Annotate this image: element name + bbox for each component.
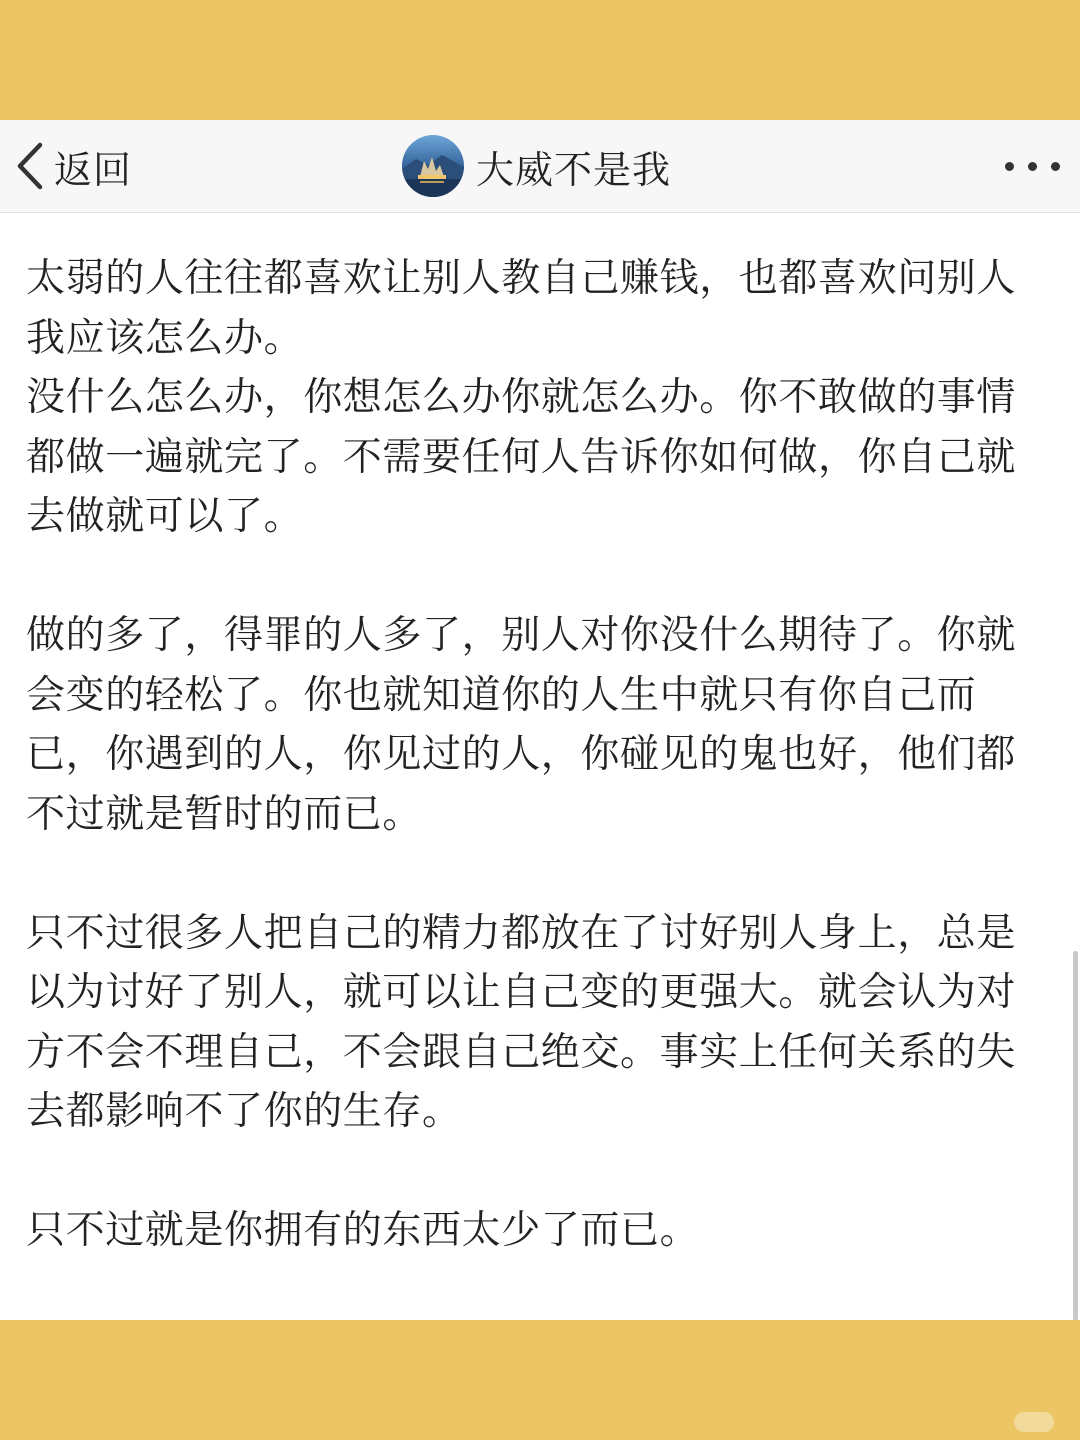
more-horizontal-icon	[1051, 162, 1060, 171]
chevron-left-icon	[14, 141, 46, 191]
post-paragraph: 做的多了，得罪的人多了，别人对你没什么期待了。你就会变的轻松了。你也就知道你的人生中就只有你自己而已，你遇到的人，你见过的人，你碰见的鬼也好，他们都不过就是暂时的而已。	[26, 613, 1017, 837]
more-horizontal-icon	[1028, 162, 1037, 171]
profile-header[interactable]	[402, 120, 671, 212]
navigation-bar	[0, 120, 1080, 213]
top-color-band	[0, 0, 1080, 120]
scrollbar[interactable]	[1073, 951, 1078, 1321]
more-horizontal-icon	[1005, 162, 1014, 171]
avatar[interactable]	[402, 135, 464, 197]
more-options-button[interactable]	[1005, 120, 1060, 212]
post-paragraph: 只不过很多人把自己的精力都放在了讨好别人身上，总是以为讨好了别人，就可以让自己变的更强大。就会认为对方不会不理自己，不会跟自己绝交。事实上任何关系的失去都影响不了你的生存。	[26, 910, 1017, 1134]
back-button[interactable]	[14, 120, 132, 212]
watermark	[1014, 1412, 1054, 1432]
post-content-area	[0, 213, 1080, 1320]
bottom-color-band	[0, 1320, 1080, 1440]
back-label: 返回	[54, 147, 133, 192]
post-paragraph: 只不过就是你拥有的东西太少了而已。	[26, 1208, 700, 1253]
username[interactable]: 大威不是我	[476, 147, 672, 192]
post-paragraph: 太弱的人往往都喜欢让别人教自己赚钱，也都喜欢问别人我应该怎么办。	[26, 256, 1017, 361]
post-body	[26, 249, 1042, 1261]
post-paragraph: 没什么怎么办，你想怎么办你就怎么办。你不敢做的事情都做一遍就完了。不需要任何人告诉你如何做，你自己就去做就可以了。	[26, 375, 1017, 539]
